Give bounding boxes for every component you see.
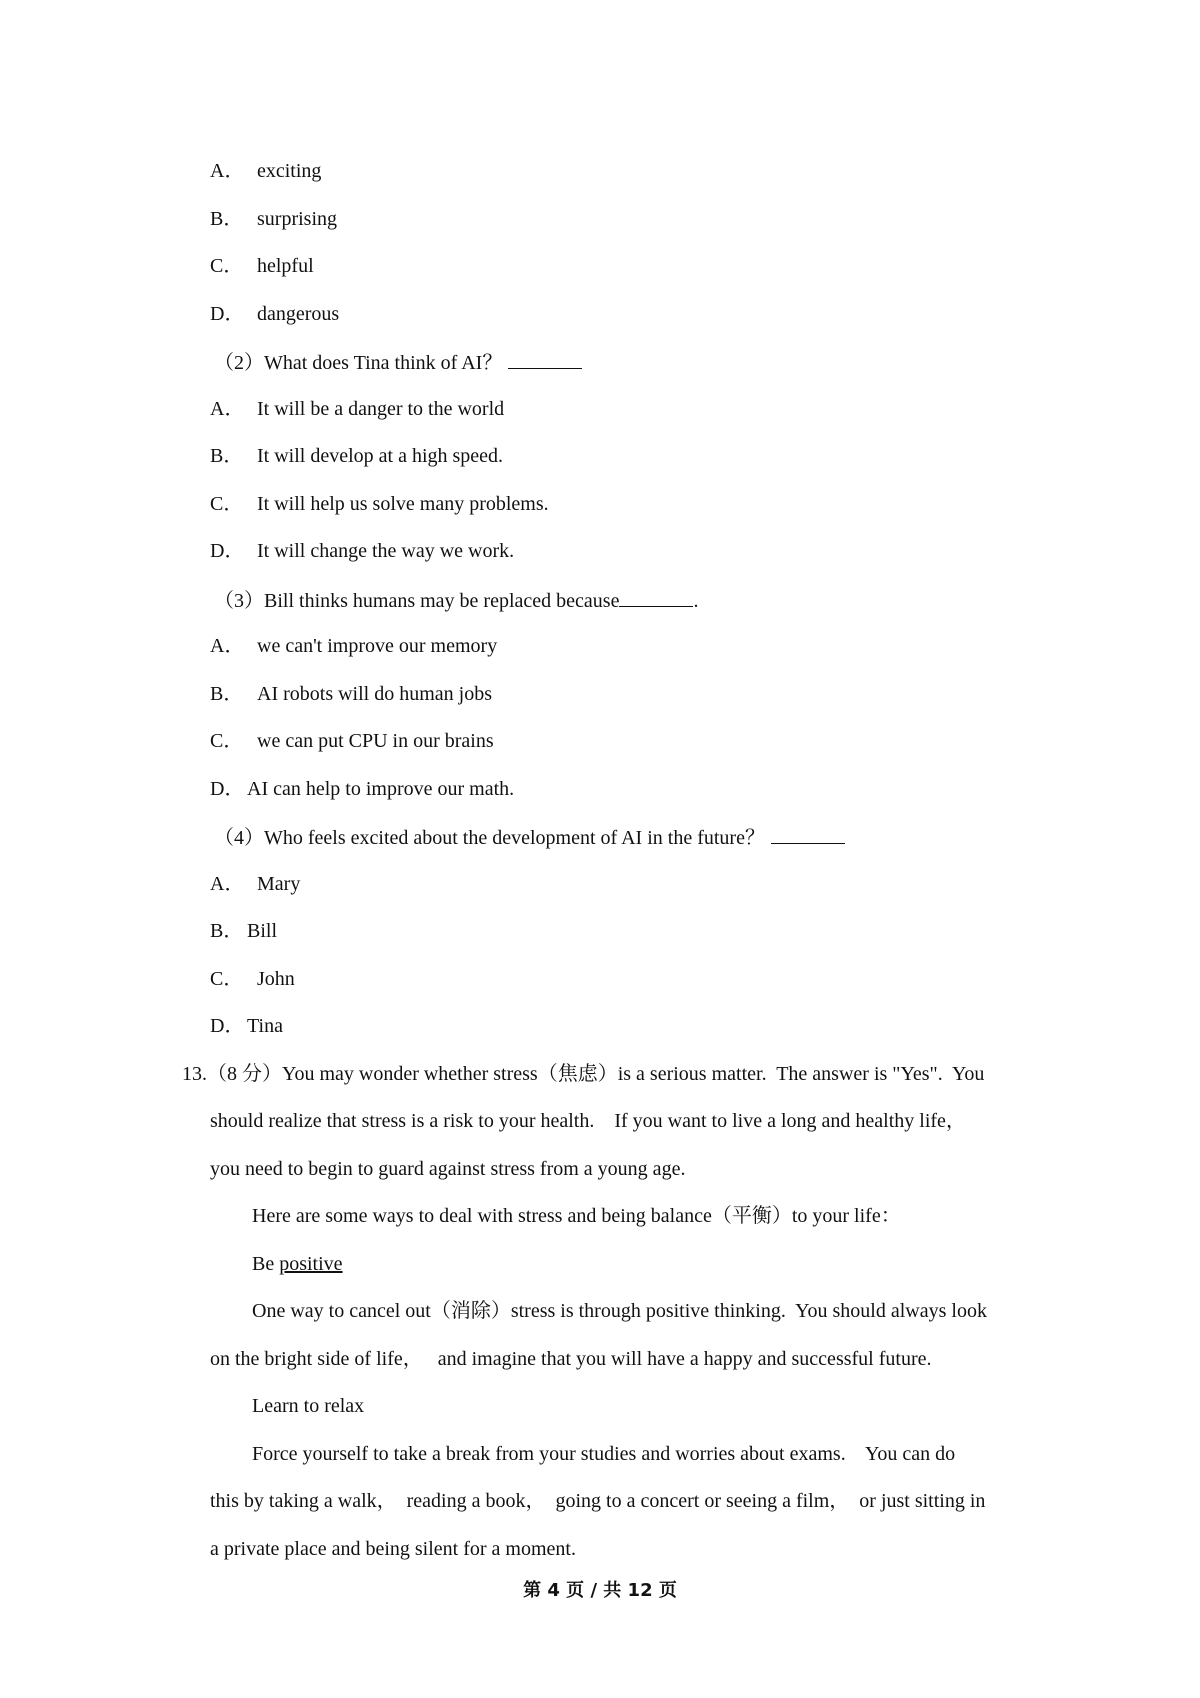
option-b: B． surprising — [210, 208, 337, 230]
passage-line: you need to begin to guard against stress from a young age. — [210, 1158, 686, 1180]
passage-line: should realize that stress is a risk to your health. If you want to live a long and healthy life， — [210, 1110, 966, 1132]
answer-blank — [619, 586, 693, 607]
option-b: B． It will develop at a high speed. — [210, 445, 504, 467]
question-2-stem: （2）What does Tina think of AI？ — [214, 348, 582, 376]
passage-line: a private place and being silent for a moment. — [210, 1538, 576, 1560]
passage-line: Here are some ways to deal with stress and being balance（平衡）to your life： — [252, 1205, 901, 1227]
option-d: D． It will change the way we work. — [210, 540, 515, 562]
question-3-stem: （3）Bill thinks humans may be replaced because . — [214, 586, 698, 614]
option-a: A． we can't improve our memory — [210, 635, 498, 657]
section-heading-be-positive: Be positive — [252, 1253, 343, 1275]
passage-line: Force yourself to take a break from your studies and worries about exams. You can do — [252, 1443, 956, 1465]
option-a: A． exciting — [210, 160, 322, 182]
page-footer: 第 4 页 / 共 12 页 — [523, 1580, 677, 1601]
passage-line: 13.（8 分）You may wonder whether stress（焦虑）is a serious matter. The answer is "Yes". You — [182, 1063, 985, 1085]
option-c: C． helpful — [210, 255, 314, 277]
passage-line: on the bright side of life， and imagine that you will have a happy and successful future. — [210, 1348, 932, 1370]
passage-line: this by taking a walk， reading a book， going to a concert or seeing a film， or just sitting in — [210, 1490, 986, 1512]
option-a: A． Mary — [210, 873, 301, 895]
option-d: D． AI can help to improve our math. — [210, 778, 515, 800]
answer-blank — [508, 348, 582, 369]
answer-blank — [771, 823, 845, 844]
passage-line: One way to cancel out（消除）stress is through positive thinking. You should always look — [252, 1300, 987, 1322]
option-b: B． AI robots will do human jobs — [210, 683, 492, 705]
option-c: C． It will help us solve many problems. — [210, 493, 549, 515]
option-c: C． we can put CPU in our brains — [210, 730, 494, 752]
option-d: D． dangerous — [210, 303, 340, 325]
option-b: B． Bill — [210, 920, 278, 942]
section-heading-learn-to-relax: Learn to relax — [252, 1395, 365, 1417]
option-a: A． It will be a danger to the world — [210, 398, 505, 420]
option-c: C． John — [210, 968, 295, 990]
option-d: D． Tina — [210, 1015, 283, 1037]
question-4-stem: （4）Who feels excited about the development of AI in the future？ — [214, 823, 845, 851]
